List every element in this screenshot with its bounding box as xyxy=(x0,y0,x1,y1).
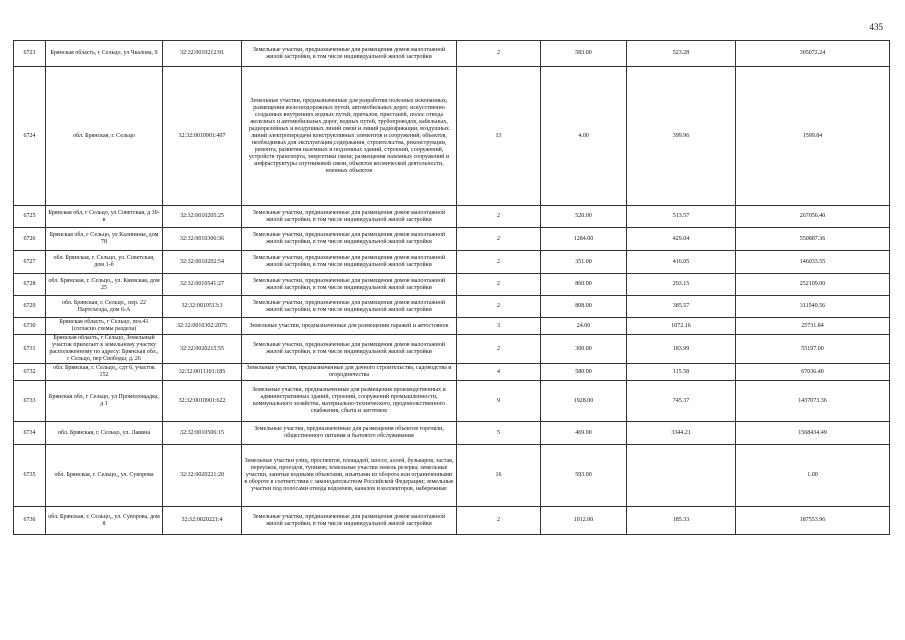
address-cell: обл. Брянская, г. Сельцо, ул. Лавина xyxy=(46,422,163,445)
category-cell: 3 xyxy=(457,318,541,335)
land-use-cell: Земельные участки, предназначенные для размещения домов малоэтажной жилой застройки, в том числе индивидуальной жилой застройки xyxy=(242,251,457,274)
category-cell: 2 xyxy=(457,251,541,274)
area-cell: 580.00 xyxy=(541,364,627,381)
address-cell: Брянская обл, г Сельцо, ул Промплощадка, д 1 xyxy=(46,381,163,422)
address-cell: Брянская область, г Сельцо, Земельный участок прилегает к земельному участку расположенному по адресу: Брянская обл., г Сельцо, пер Свободы, д. 26 xyxy=(46,335,163,364)
land-use-cell: Земельные участки, предназначенные для дачного строительства, садоводства и огородничества xyxy=(242,364,457,381)
category-cell: 2 xyxy=(457,507,541,535)
cadastral-number-cell: 32:32:0010901:622 xyxy=(163,381,242,422)
cadastral-number-cell: 32:32:0020215:55 xyxy=(163,335,242,364)
unit-price-cell: 385.57 xyxy=(627,296,736,318)
table-row xyxy=(14,296,890,318)
unit-price-cell: 745.37 xyxy=(627,381,736,422)
cadastral-number-cell: 32:32:0010212:91 xyxy=(163,41,242,67)
cadastral-value-cell: 146033.55 xyxy=(736,251,890,274)
land-use-cell: Земельные участки, предназначенные для размещения объектов торговли, общественного питания и бытового обслуживания xyxy=(242,422,457,445)
land-use-cell: Земельные участки, предназначенные для размещения домов малоэтажной жилой застройки, в том числе индивидуальной жилой застройки xyxy=(242,41,457,67)
cadastral-value-cell: 305072.24 xyxy=(736,41,890,67)
area-cell: 808.00 xyxy=(541,296,627,318)
row-number: 6723 xyxy=(14,41,46,67)
row-number: 6732 xyxy=(14,364,46,381)
address-cell: обл. Брянская, г. Сельцо,, ул. Суворова, дом 8 xyxy=(46,507,163,535)
land-use-cell: Земельные участки, предназначенные для размещения домов малоэтажной жилой застройки, в том числе индивидуальной жилой застройки xyxy=(242,335,457,364)
cadastral-value-cell: 1437073.36 xyxy=(736,381,890,422)
category-cell: 2 xyxy=(457,41,541,67)
address-cell: обл. Брянская, г. Сельцо,, сдт 6, участок 152 xyxy=(46,364,163,381)
cadastral-value-cell: 550887.36 xyxy=(736,228,890,251)
category-cell: 2 xyxy=(457,296,541,318)
table-row xyxy=(14,422,890,445)
land-registry-table xyxy=(13,40,890,535)
cadastral-number-cell: 32:32:0010302:2075 xyxy=(163,318,242,335)
page-number: 435 xyxy=(869,22,883,32)
area-cell: 1284.00 xyxy=(541,228,627,251)
address-cell: обл. Брянская, г. Сельцо,, ул. Киевская, дом 25 xyxy=(46,274,163,296)
row-number: 6731 xyxy=(14,335,46,364)
land-use-cell: Земельные участки, предназначенные для размещения производственных и административных зданий, строений, сооружений промышленности, коммунального хозяйства, материально-технического, продовольственного снабжения, сбыта и заготовок xyxy=(242,381,457,422)
table-row xyxy=(14,335,890,364)
category-cell: 2 xyxy=(457,274,541,296)
cadastral-value-cell: 55197.00 xyxy=(736,335,890,364)
area-cell: 1012.00 xyxy=(541,507,627,535)
area-cell: 24.00 xyxy=(541,318,627,335)
land-use-cell: Земельные участки улиц, проспектов, площадей, шоссе, аллей, бульваров, застав, переулков, проездов, тупиков; земельные участки земель резерва; земельные участки, занятые водными объектами, изъятыми из оборота или ограниченными в обороте в соответствии с законодательством Российской Федерации; земельные участки под полосами отвода водоемов, каналов и коллекторов, набережные xyxy=(242,445,457,507)
land-use-cell: Земельные участки, предназначенные для размещения домов малоэтажной жилой застройки, в том числе индивидуальной жилой застройки xyxy=(242,228,457,251)
table-row xyxy=(14,381,890,422)
row-number: 6730 xyxy=(14,318,46,335)
address-cell: Брянская область, г Сельцо, ул Чкалова, 9 xyxy=(46,41,163,67)
land-use-cell: Земельные участки, предназначенные для размещения домов малоэтажной жилой застройки, в том числе индивидуальной жилой застройки xyxy=(242,206,457,228)
category-cell: 2 xyxy=(457,206,541,228)
cadastral-value-cell: 1568434.49 xyxy=(736,422,890,445)
cadastral-value-cell: 1.00 xyxy=(736,445,890,507)
unit-price-cell: 399.96 xyxy=(627,67,736,206)
area-cell: 300.00 xyxy=(541,335,627,364)
table-row xyxy=(14,318,890,335)
cadastral-value-cell: 267056.40 xyxy=(736,206,890,228)
area-cell: 860.00 xyxy=(541,274,627,296)
category-cell: 2 xyxy=(457,335,541,364)
cadastral-value-cell: 311540.56 xyxy=(736,296,890,318)
table-row xyxy=(14,251,890,274)
land-use-cell: Земельные участки, предназначенные для размещения гаражей и автостоянок xyxy=(242,318,457,335)
table-row xyxy=(14,206,890,228)
row-number: 6726 xyxy=(14,228,46,251)
cadastral-number-cell: 32:32:0020221:20 xyxy=(163,445,242,507)
area-cell: 583.00 xyxy=(541,41,627,67)
category-cell: 4 xyxy=(457,364,541,381)
cadastral-number-cell: 32:32:0010541:27 xyxy=(163,274,242,296)
row-number: 6733 xyxy=(14,381,46,422)
area-cell: 593.00 xyxy=(541,445,627,507)
address-cell: Брянская область, г Сельцо, поз.41 (согласно схемы раздела) xyxy=(46,318,163,335)
cadastral-number-cell: 32:32:0020221:4 xyxy=(163,507,242,535)
cadastral-number-cell: 32:32:0011101:185 xyxy=(163,364,242,381)
unit-price-cell: 523.28 xyxy=(627,41,736,67)
table-row xyxy=(14,507,890,535)
cadastral-number-cell: 32:32:0010513:3 xyxy=(163,296,242,318)
cadastral-value-cell: 187553.96 xyxy=(736,507,890,535)
unit-price-cell: 185.33 xyxy=(627,507,736,535)
row-number: 6735 xyxy=(14,445,46,507)
land-use-cell: Земельные участки, предназначенные для размещения домов малоэтажной жилой застройки, в том числе индивидуальной жилой застройки xyxy=(242,274,457,296)
land-use-cell: Земельные участки, предназначенные для размещения домов малоэтажной жилой застройки, в том числе индивидуальной жилой застройки xyxy=(242,296,457,318)
cadastral-number-cell: 32:32:0010205:25 xyxy=(163,206,242,228)
row-number: 6728 xyxy=(14,274,46,296)
unit-price-cell: 513.57 xyxy=(627,206,736,228)
address-cell: обл. Брянская, г. Сельцо,, пер. 22 Партсъезда, дом 6-А xyxy=(46,296,163,318)
category-cell: 13 xyxy=(457,67,541,206)
table-row xyxy=(14,445,890,507)
cadastral-number-cell: 32:32:0010901:407 xyxy=(163,67,242,206)
area-cell: 4.00 xyxy=(541,67,627,206)
row-number: 6734 xyxy=(14,422,46,445)
cadastral-number-cell: 32:32:0010202:54 xyxy=(163,251,242,274)
cadastral-value-cell: 25731.84 xyxy=(736,318,890,335)
table-row xyxy=(14,274,890,296)
row-number: 6724 xyxy=(14,67,46,206)
address-cell: обл. Брянская, г. Сельцо xyxy=(46,67,163,206)
unit-price-cell: 293.15 xyxy=(627,274,736,296)
address-cell: обл. Брянская, г. Сельцо,, ул. Суворова xyxy=(46,445,163,507)
category-cell: 2 xyxy=(457,228,541,251)
row-number: 6727 xyxy=(14,251,46,274)
cadastral-number-cell: 32:32:0010306:36 xyxy=(163,228,242,251)
row-number: 6736 xyxy=(14,507,46,535)
category-cell: 9 xyxy=(457,381,541,422)
address-cell: Брянская обл, г Сельцо, ул Калинины, дом 78 xyxy=(46,228,163,251)
unit-price-cell: 183.99 xyxy=(627,335,736,364)
unit-price-cell: 416.05 xyxy=(627,251,736,274)
area-cell: 469.00 xyxy=(541,422,627,445)
table-row xyxy=(14,364,890,381)
category-cell: 5 xyxy=(457,422,541,445)
cadastral-value-cell: 1599.84 xyxy=(736,67,890,206)
row-number: 6725 xyxy=(14,206,46,228)
unit-price-cell: 3344.21 xyxy=(627,422,736,445)
category-cell: 16 xyxy=(457,445,541,507)
address-cell: Брянская обл, г Сельцо, ул Советская, д 30-в xyxy=(46,206,163,228)
table-row xyxy=(14,41,890,67)
unit-price-cell: 1072.16 xyxy=(627,318,736,335)
address-cell: обл. Брянская, г. Сельцо, ул. Советская, дом 1-б xyxy=(46,251,163,274)
land-use-cell: Земельные участки, предназначенные для размещения домов малоэтажной жилой застройки, в том числе индивидуальной жилой застройки xyxy=(242,507,457,535)
area-cell: 1928.00 xyxy=(541,381,627,422)
row-number: 6729 xyxy=(14,296,46,318)
unit-price-cell: 429.04 xyxy=(627,228,736,251)
unit-price-cell: 115.58 xyxy=(627,364,736,381)
unit-price-cell xyxy=(627,445,736,507)
cadastral-value-cell: 252109.00 xyxy=(736,274,890,296)
area-cell: 520.00 xyxy=(541,206,627,228)
area-cell: 351.00 xyxy=(541,251,627,274)
cadastral-number-cell: 32:32:0010506:15 xyxy=(163,422,242,445)
cadastral-value-cell: 67036.40 xyxy=(736,364,890,381)
table-row xyxy=(14,67,890,206)
table-row xyxy=(14,228,890,251)
land-use-cell: Земельные участки, предназначенные для разработки полезных ископаемых, размещения железнодорожных путей, автомобильных дорог, искусственно созданных внутренних водных путей, причалов, пристаней, полос отвода железных и автомобильных дорог, водных путей, трубопроводов, кабельных, радиорелейных и воздушных линий связи и линий радиофикации, воздушных линий электропередачи конструктивных элементов и сооружений, объектов, необходимых для эксплуатации,содержания, строительства, реконструкции, ремонта, развития наземных и подземных зданий, строений, сооружений, устройств транспорта, энергетики связи; размещения наземных сооружений и инфраструктуры спутниковой связи, объектов космической деятельности, военных объектов xyxy=(242,67,457,206)
